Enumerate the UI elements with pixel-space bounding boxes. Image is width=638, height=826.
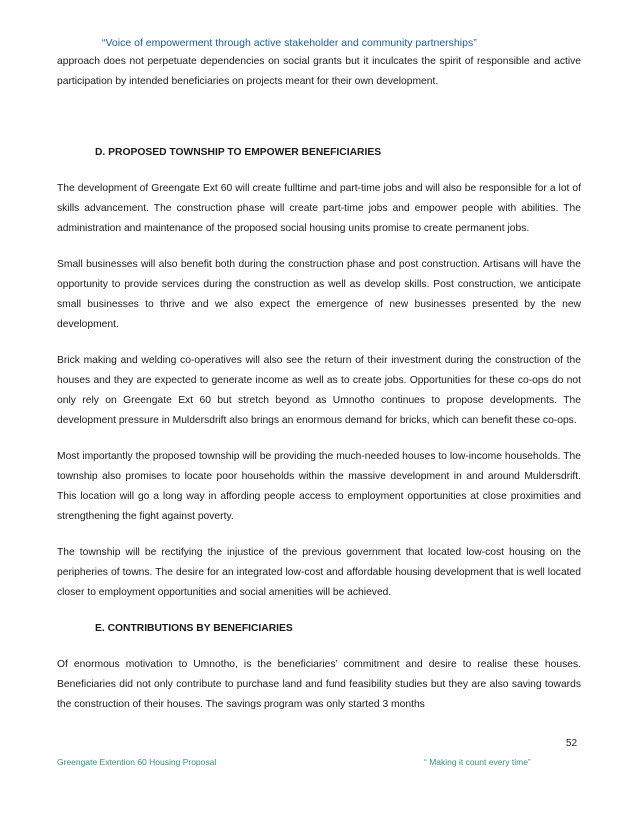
page-header: “Voice of empowerment through active stakeholder and community partnerships” (102, 37, 477, 49)
paragraph-small-businesses: Small businesses will also benefit both during the construction phase and post construction. Artisans will have the opportunity to provide services during the construction as well as develop skills. Post construction, we anticipate small businesses to thrive and we also expect the emergence of new businesses presented by the new development. (57, 259, 581, 330)
document-body (57, 52, 581, 715)
paragraph-continuation: approach does not perpetuate dependencies on social grants but it inculcates the spirit of responsible and active participation by intended beneficiaries on projects meant for their own development. (57, 56, 581, 87)
paragraph-beneficiary-commitment: Of enormous motivation to Umnotho, is the beneficiaries’ commitment and desire to realise these houses. Beneficiaries did not only contribute to purchase land and fund feasibility studies but they are also saving towards the construction of their houses. The savings program was only started 3 months (57, 659, 581, 710)
page-number: 52 (566, 738, 578, 749)
paragraph-low-income-housing: Most importantly the proposed township will be providing the much-needed houses to low-income households. The township also promises to locate poor households within the massive development in and around Muldersdrift. This location will go a long way in affording people access to employment opportunities at close proximities and strengthening the fight against poverty. (57, 451, 581, 522)
paragraph-jobs: The development of Greengate Ext 60 will create fulltime and part-time jobs and will also be responsible for a lot of skills advancement. The construction phase will create part-time jobs and empower people with abilities. The administration and maintenance of the proposed social housing units promise to create permanent jobs. (57, 183, 581, 234)
footer-slogan: “ Making it count every time” (424, 757, 531, 767)
footer-document-title: Greengate Extention 60 Housing Proposal (57, 757, 217, 767)
paragraph-co-operatives: Brick making and welding co-operatives will also see the return of their investment during the construction of the houses and they are expected to generate income as well as to create jobs. Opportunities for these co-ops do not only rely on Greengate Ext 60 but stretch beyond as Umnotho continues to propose developments. The development pressure in Muldersdrift also brings an enormous demand for bricks, which can benefit these co-ops. (57, 355, 581, 426)
section-heading-e: E. CONTRIBUTIONS BY BENEFICIARIES (95, 623, 293, 634)
section-heading-d: D. PROPOSED TOWNSHIP TO EMPOWER BENEFICIARIES (95, 147, 382, 158)
paragraph-rectifying-injustice: The township will be rectifying the injustice of the previous government that located low-cost housing on the peripheries of towns. The desire for an integrated low-cost and affordable housing development that is well located closer to employment opportunities and social amenities will be achieved. (57, 547, 581, 598)
